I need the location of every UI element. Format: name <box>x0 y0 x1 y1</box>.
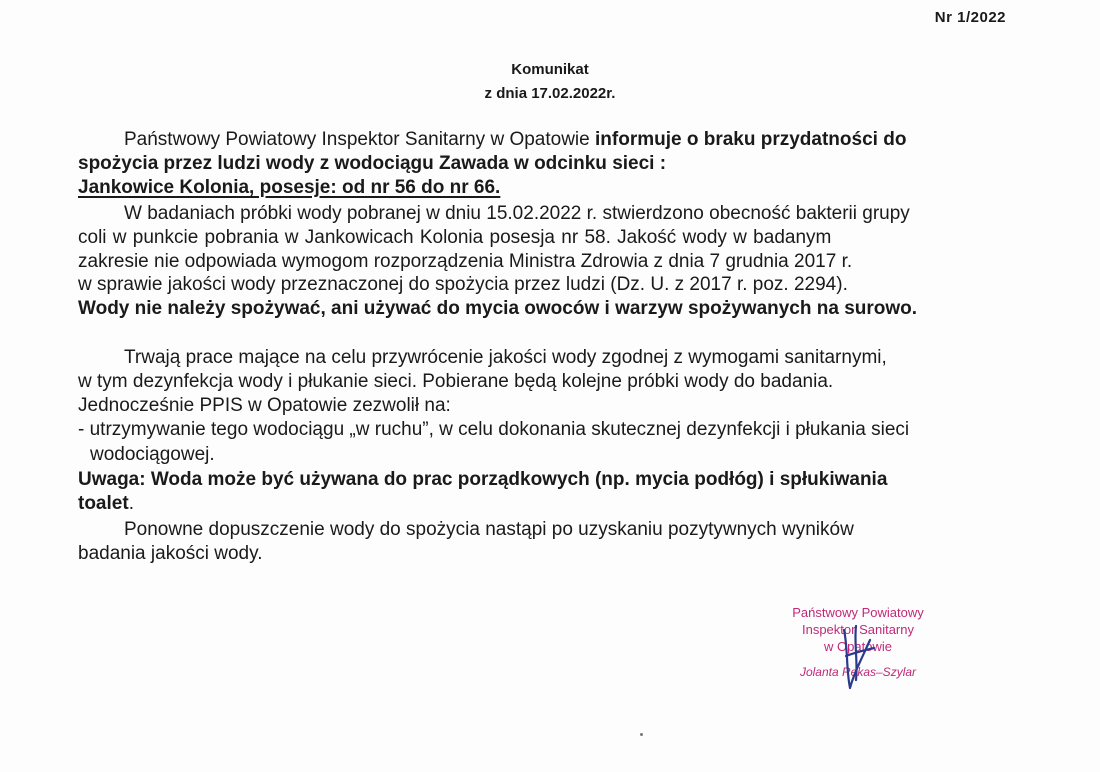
intro-line-2: spożycia przez ludzi wody z wodociągu Zawada w odcinku sieci : <box>78 153 667 174</box>
findings-line-2: coli w punkcie pobrania w Jankowicach Kolonia posesja nr 58. Jakość wody w badanym <box>78 227 832 248</box>
works-line-5: wodociągowej. <box>90 444 215 465</box>
findings-line-4: w sprawie jakości wody przeznaczonej do spożycia przez ludzi (Dz. U. z 2017 r. poz. 2294). <box>78 274 848 295</box>
stamp-signatory-name: Jolanta Rękas–Szylar <box>799 665 917 679</box>
closing-line-1: Ponowne dopuszczenie wody do spożycia nastąpi po uzyskaniu pozytywnych wyników <box>124 519 854 540</box>
document-date: z dnia 17.02.2022r. <box>484 85 616 102</box>
intro-normal-text: Państwowy Powiatowy Inspektor Sanitarny w Opatowie <box>124 129 595 150</box>
note-line-2 <box>78 492 134 516</box>
intro-bold-text-1: informuje o braku przydatności do <box>595 129 907 150</box>
stamp-line-1: Państwowy Powiatowy <box>792 605 924 620</box>
official-stamp <box>768 604 948 681</box>
intro-line-1 <box>124 128 906 152</box>
scan-speck <box>640 733 643 736</box>
findings-line-3: zakresie nie odpowiada wymogom rozporządzenia Ministra Zdrowia z dnia 7 grudnia 2017 r. <box>78 251 853 272</box>
works-line-1: Trwają prace mające na celu przywrócenie jakości wody zgodnej z wymogami sanitarnymi, <box>124 347 887 368</box>
works-line-4: - utrzymywanie tego wodociągu „w ruchu”, w celu dokonania skutecznej dezynfekcji i płukania sieci <box>78 419 910 440</box>
note-bold-tail: toalet <box>78 493 129 514</box>
consumption-warning: Wody nie należy spożywać, ani używać do mycia owoców i warzyw spożywanych na surowo. <box>78 298 918 319</box>
works-line-2: w tym dezynfekcja wody i płukanie sieci. Pobierane będą kolejne próbki wody do badania. <box>78 371 834 392</box>
document-number: Nr 1/2022 <box>934 9 1006 26</box>
findings-line-1: W badaniach próbki wody pobranej w dniu 15.02.2022 r. stwierdzono obecność bakterii grupy <box>124 203 910 224</box>
stamp-line-2: Inspektor Sanitarny <box>801 622 914 637</box>
works-line-3: Jednocześnie PPIS w Opatowie zezwolił na: <box>78 395 451 416</box>
document-title: Komunikat <box>511 61 589 78</box>
note-period: . <box>128 493 134 514</box>
affected-area: Jankowice Kolonia, posesje: od nr 56 do nr 66. <box>78 177 501 198</box>
stamp-line-3: w Opatowie <box>824 639 892 654</box>
note-line-1: Uwaga: Woda może być używana do prac porządkowych (np. mycia podłóg) i spłukiwania <box>78 469 888 490</box>
closing-line-2: badania jakości wody. <box>78 543 263 564</box>
